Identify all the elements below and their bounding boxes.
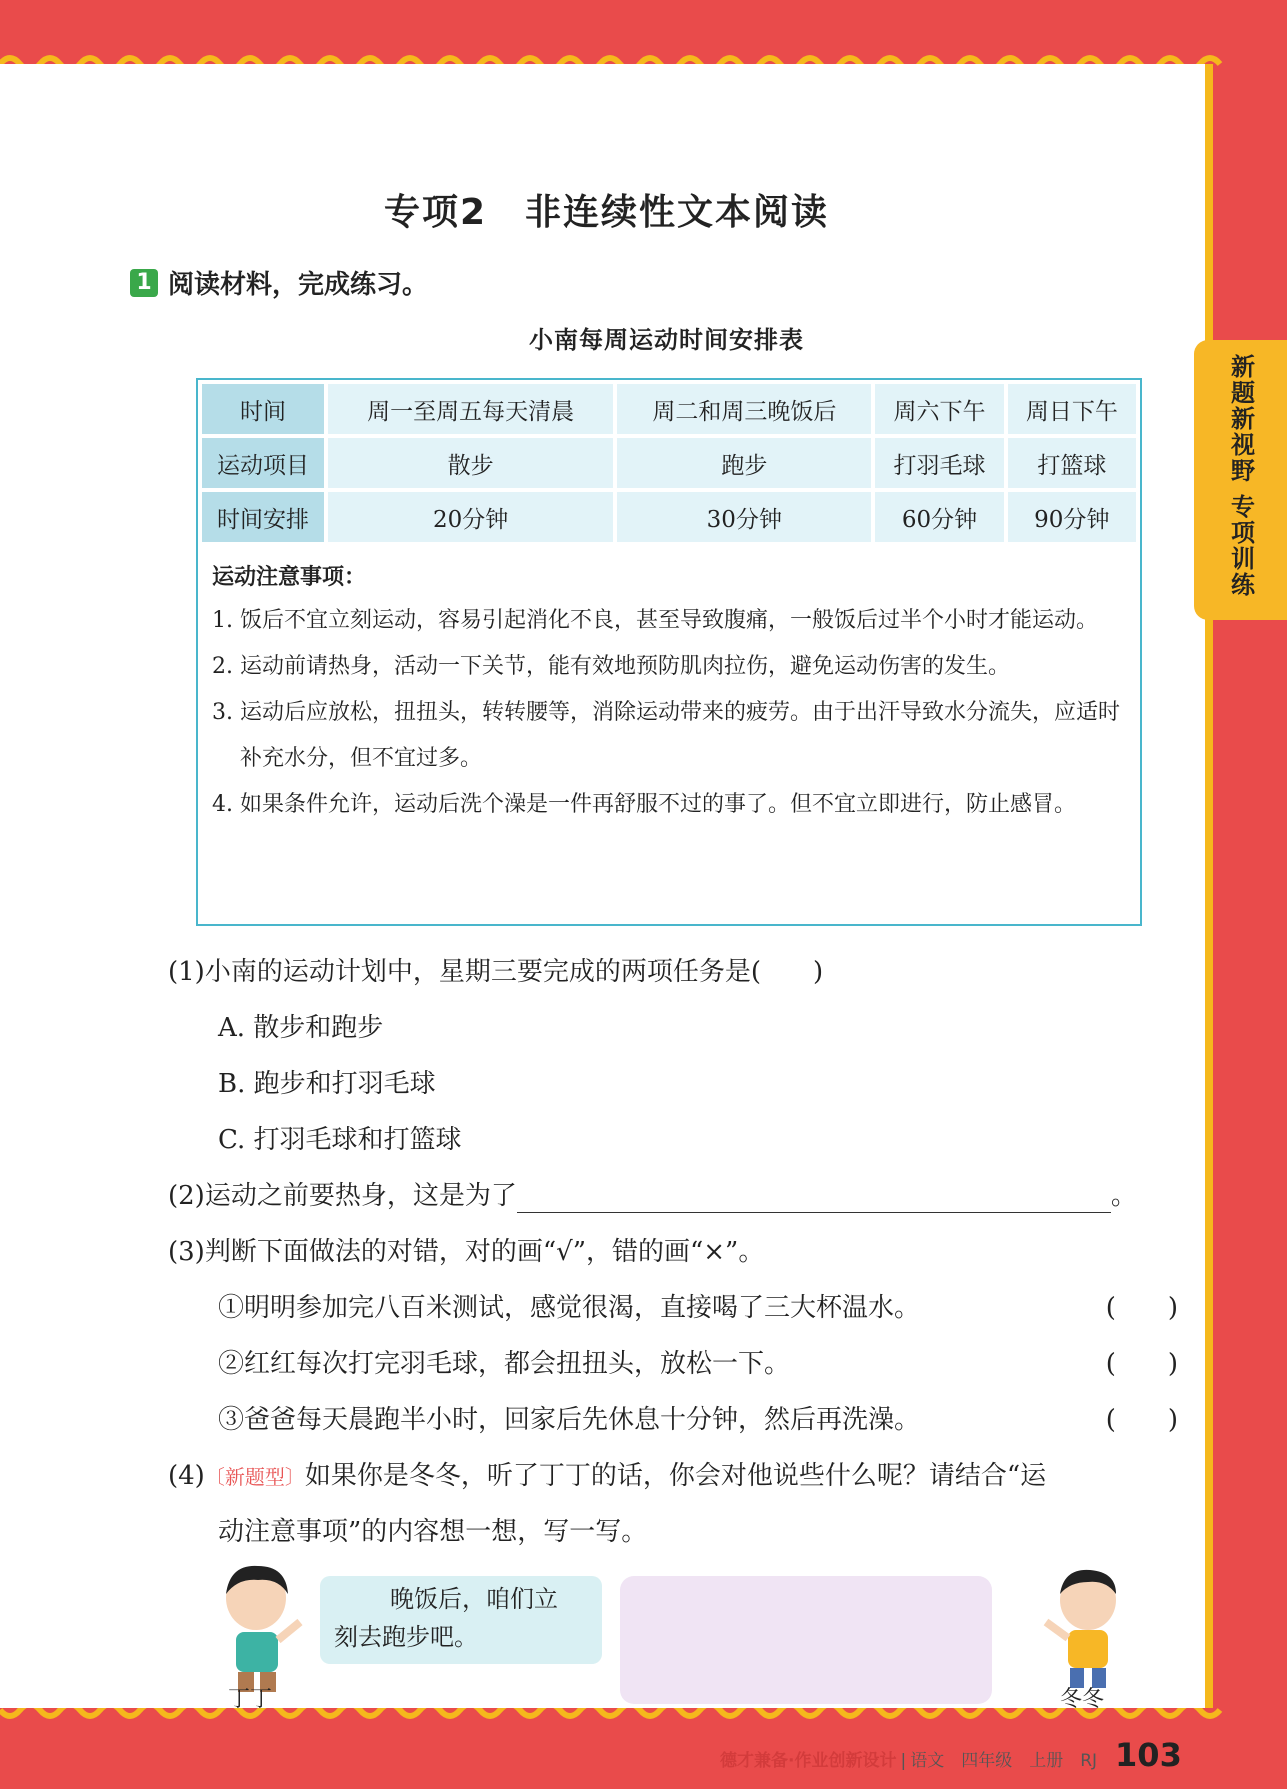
table-cell: 周六下午 [875,384,1003,434]
row-header: 时间 [202,384,324,434]
footer: 德才兼备·作业创新设计 | 语文 四年级 上册 RJ 103 [720,1736,1182,1774]
question1-instruction: 阅读材料，完成练习。 [168,270,429,300]
row-header: 时间安排 [202,492,324,542]
q3-item [168,1392,1178,1448]
q3-item [168,1280,1178,1336]
q4-text1: 如果你是冬冬，听了丁丁的话，你会对他说些什么呢？请结合“运 [304,1461,1047,1491]
notes-title: 运动注意事项： [212,565,367,590]
new-question-tag: 〔新题型〕 [204,1465,305,1489]
table-row [202,438,1136,488]
q1-option-a[interactable]: A. 散步和跑步 [218,1013,384,1043]
table-row [202,384,1136,434]
table-cell: 散步 [328,438,613,488]
q3-item-text: ③爸爸每天晨跑半小时，回家后先休息十分钟，然后再洗澡。 [218,1405,921,1435]
q2-answer-blank[interactable] [517,1182,1111,1213]
questions [168,944,1178,1560]
footer-info: 语文 四年级 上册 RJ [910,1751,1098,1771]
note-item: 4. 如果条件允许，运动后洗个澡是一件再舒服不过的事了。但不宜立即进行，防止感冒。 [212,792,1076,817]
q4-line1 [168,1448,1178,1504]
q1-option-b[interactable]: B. 跑步和打羽毛球 [218,1069,436,1099]
bubble-line2: 刻去跑步吧。 [334,1623,478,1651]
q1-stem: (1)小南的运动计划中，星期三要完成的两项任务是( ) [168,957,824,987]
page-sheet [0,64,1213,1774]
table-cell: 周二和周三晚饭后 [617,384,871,434]
material-box [196,378,1142,926]
q3-answer-paren[interactable]: ( ) [1105,1405,1178,1435]
side-tab-line1: 新题新视野 [1226,354,1255,484]
page-number: 103 [1115,1736,1182,1774]
schedule-table [198,380,1140,546]
table-row [202,492,1136,542]
table-cell: 打篮球 [1008,438,1136,488]
table-cell: 周日下午 [1008,384,1136,434]
bubble-line1: 晚饭后，咱们立 [390,1585,558,1613]
row-header: 运动项目 [202,438,324,488]
q4-prefix: (4) [168,1461,205,1491]
table-cell: 20分钟 [328,492,613,542]
table-cell: 60分钟 [875,492,1003,542]
question1-heading [130,264,428,301]
name-right: 冬冬 [1060,1687,1105,1712]
q2-stem: (2)运动之前要热身，这是为了 [168,1181,517,1211]
q4-line2: 动注意事项”的内容想一想，写一写。 [218,1517,648,1547]
answer-bubble-dongdong[interactable] [620,1576,992,1704]
table-cell: 90分钟 [1008,492,1136,542]
q1-option-c[interactable]: C. 打羽毛球和打篮球 [218,1125,462,1155]
boy-dingding-illustration [208,1560,308,1700]
note-item: 3. 运动后应放松，扭扭头，转转腰等，消除运动带来的疲劳。由于出汗导致水分流失，应适时补充水分，但不宜过多。 [212,700,1120,771]
speech-bubble-dingding [320,1576,602,1664]
table-cell: 周一至周五每天清晨 [328,384,613,434]
name-left: 丁丁 [228,1687,273,1712]
q2-end: 。 [1110,1181,1137,1211]
side-tab-line2: 专项训练 [1226,494,1255,598]
q3-item [168,1336,1178,1392]
q3-answer-paren[interactable]: ( ) [1105,1293,1178,1323]
note-item: 2. 运动前请热身，活动一下关节，能有效地预防肌肉拉伤，避免运动伤害的发生。 [212,654,1010,679]
table-cell: 跑步 [617,438,871,488]
footer-brand: 德才兼备·作业创新设计 [720,1751,897,1771]
note-item: 1. 饭后不宜立刻运动，容易引起消化不良，甚至导致腹痛，一般饭后过半个小时才能运动。 [212,608,1098,633]
table-cell: 打羽毛球 [875,438,1003,488]
q3-item-text: ②红红每次打完羽毛球，都会扭扭头，放松一下。 [218,1349,791,1379]
table-cell: 30分钟 [617,492,871,542]
q2-line [168,1168,1178,1224]
boy-dongdong-illustration [1036,1564,1136,1694]
side-tab [1194,340,1287,620]
question-number-badge: 1 [130,269,158,297]
page-title: 专项2 非连续性文本阅读 [383,192,830,233]
table-title: 小南每周运动时间安排表 [529,326,804,354]
q3-item-text: ①明明参加完八百米测试，感觉很渴，直接喝了三大杯温水。 [218,1293,921,1323]
q3-stem: (3)判断下面做法的对错，对的画“√”，错的画“×”。 [168,1237,765,1267]
exercise-notes [212,558,1126,828]
q3-answer-paren[interactable]: ( ) [1105,1349,1178,1379]
